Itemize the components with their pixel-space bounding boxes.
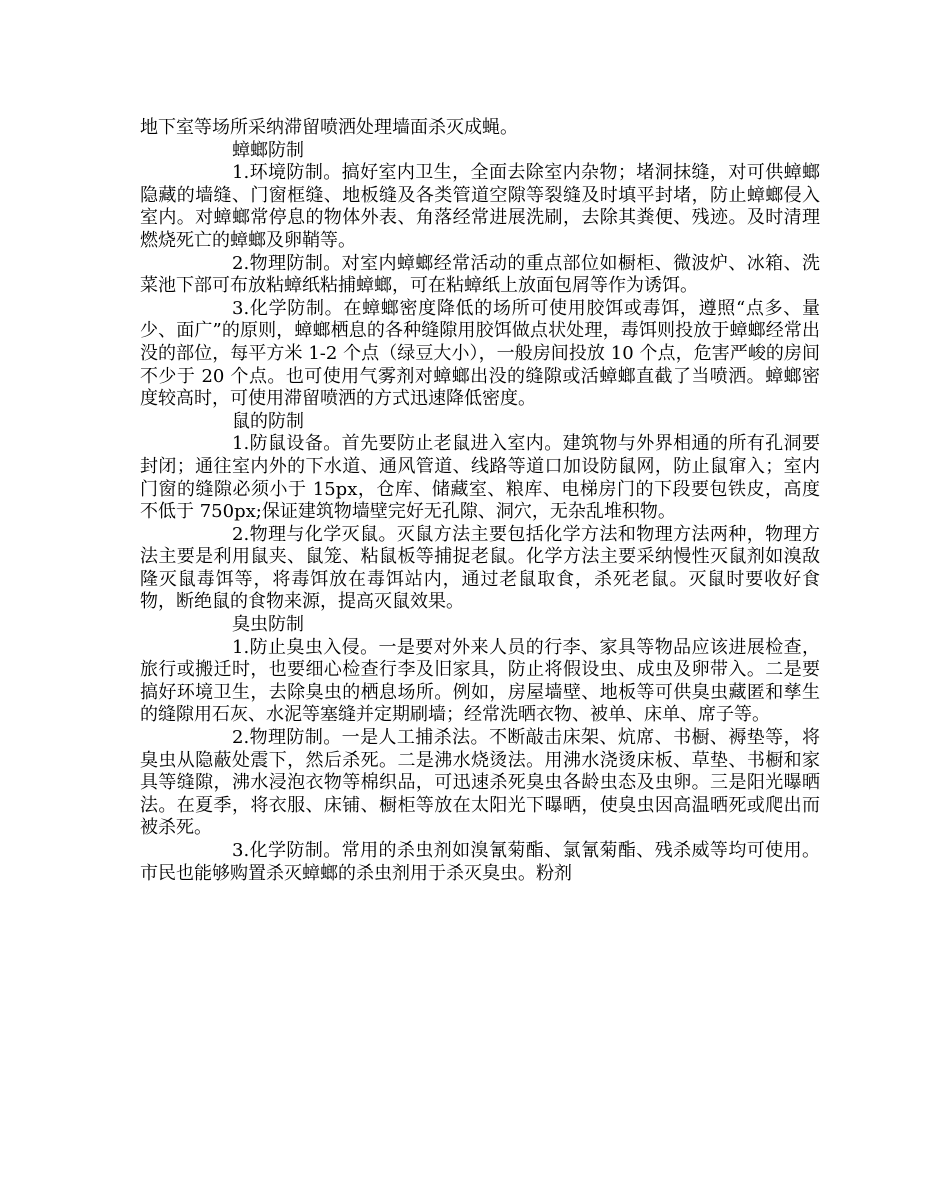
paragraph-bedbug-prevention: 1.防止臭虫入侵。一是要对外来人员的行李、家具等物品应该进展检查，旅行或搬迁时，也要细心检查行李及旧家具，防止将假设虫、成虫及卵带入。二是要搞好环境卫生，去除臭虫的栖息场所。例如，房屋墙壁、地板等可供臭虫藏匿和孳生的缝隙用石灰、水泥等塞缝并定期刷墙；经常洗晒衣物、被单、床单、席子等。 xyxy=(140,636,820,726)
document-body xyxy=(140,117,820,885)
paragraph-rodent-proofing: 1.防鼠设备。首先要防止老鼠进入室内。建筑物与外界相通的所有孔洞要封闭；通往室内外的下水道、通风管道、线路等道口加设防鼠网，防止鼠窜入；室内门窗的缝隙必须小于 15px，仓库、储藏室、粮库、电梯房门的下段要包铁皮，高度不低于 750px;保证建筑物墙壁完好无孔隙、洞穴，无杂乱堆积物。 xyxy=(140,433,820,523)
paragraph-cockroach-chemical: 3.化学防制。在蟑螂密度降低的场所可使用胶饵或毒饵，遵照“点多、量少、面广”的原则，蟑螂栖息的各种缝隙用胶饵做点状处理，毒饵则投放于蟑螂经常出没的部位，每平方米 1-2 个点（绿豆大小），一般房间投放 10 个点，危害严峻的房间不少于 20 个点。也可使用气雾剂对蟑螂出没的缝隙或活蟑螂直截了当喷洒。蟑螂密度较高时，可使用滞留喷洒的方式迅速降低密度。 xyxy=(140,297,820,410)
paragraph-bedbug-physical: 2.物理防制。一是人工捕杀法。不断敲击床架、炕席、书橱、褥垫等，将臭虫从隐蔽处震下，然后杀死。二是沸水烧烫法。用沸水浇烫床板、草垫、书橱和家具等缝隙，沸水浸泡衣物等棉织品，可迅速杀死臭虫各龄虫态及虫卵。三是阳光曝晒法。在夏季，将衣服、床铺、橱柜等放在太阳光下曝晒，使臭虫因高温晒死或爬出而被杀死。 xyxy=(140,727,820,839)
section-heading-cockroach: 蟑螂防制 xyxy=(232,139,304,161)
paragraph-rodent-control: 2.物理与化学灭鼠。灭鼠方法主要包括化学方法和物理方法两种，物理方法主要是利用鼠夹、鼠笼、粘鼠板等捕捉老鼠。化学方法主要采纳慢性灭鼠剂如溴敌隆灭鼠毒饵等，将毒饵放在毒饵站内，通过老鼠取食，杀死老鼠。灭鼠时要收好食物，断绝鼠的食物来源，提高灭鼠效果。 xyxy=(140,523,820,613)
paragraph-cockroach-physical: 2.物理防制。对室内蟑螂经常活动的重点部位如橱柜、微波炉、冰箱、洗菜池下部可布放粘蟑纸粘捕蟑螂，可在粘蟑纸上放面包屑等作为诱饵。 xyxy=(140,252,820,297)
paragraph-cockroach-environment: 1.环境防制。搞好室内卫生，全面去除室内杂物；堵洞抹缝，对可供蟑螂隐藏的墙缝、门窗框缝、地板缝及各类管道空隙等裂缝及时填平封堵，防止蟑螂侵入室内。对蟑螂常停息的物体外表、角落经常进展洗刷，去除其粪便、残迹。及时清理燃烧死亡的蟑螂及卵鞘等。 xyxy=(140,162,820,251)
paragraph-bedbug-chemical: 3.化学防制。常用的杀虫剂如溴氰菊酯、氯氰菊酯、残杀威等均可使用。市民也能够购置杀灭蟑螂的杀虫剂用于杀灭臭虫。粉剂 xyxy=(140,840,820,884)
paragraph-continuation: 地下室等场所采纳滞留喷洒处理墙面杀灭成蝇。 xyxy=(140,117,518,138)
section-heading-bedbug: 臭虫防制 xyxy=(232,614,304,636)
section-heading-rodent: 鼠的防制 xyxy=(232,410,304,432)
